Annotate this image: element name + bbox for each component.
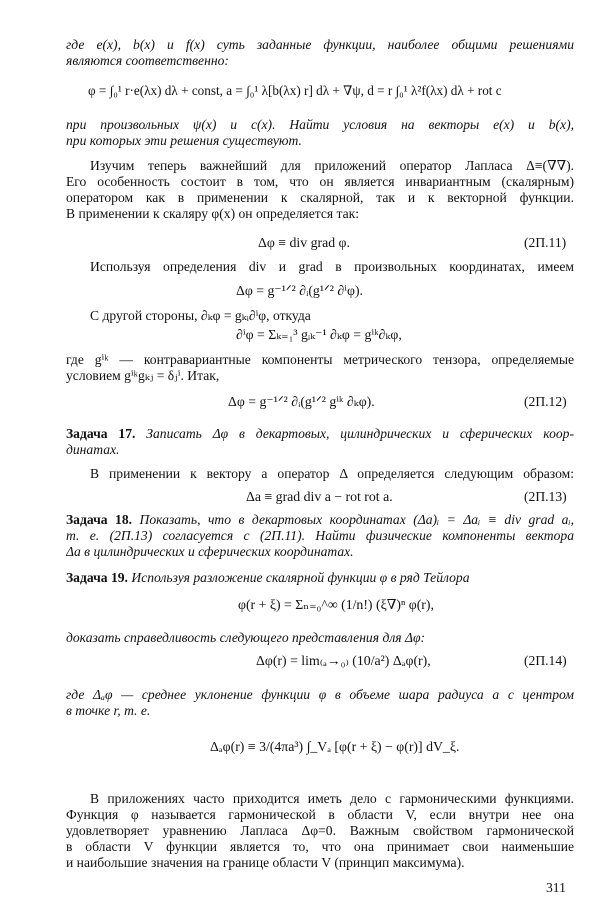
equation-number: (2П.12) (524, 394, 567, 409)
task-label: Задача 18. (66, 512, 133, 527)
text-line: С другой стороны, ∂ₖφ = gₖᵢ∂ⁱφ, откуда (90, 308, 311, 323)
task-text: Записать Δφ в декартовых, цилиндрических и сферических коор- (146, 426, 574, 441)
text-line: где e(x), b(x) и f(x) суть заданные функции, наиболее общими решениями (66, 37, 574, 52)
task-label: Задача 19. (66, 570, 128, 585)
equation: φ = ∫₀¹ r·e(λx) dλ + const, a = ∫₀¹ λ[b(λx) r] dλ + ∇ψ, d = r ∫₀¹ λ²f(λx) dλ + rot c (88, 83, 502, 98)
text-line: доказать справедливость следующего представления для Δφ: (66, 630, 425, 645)
text-line: Изучим теперь важнейший для приложений оператор Лапласа Δ≡(∇∇). (90, 158, 574, 173)
equation: Δφ = g⁻¹ᐟ² ∂ᵢ(g¹ᐟ² gⁱᵏ ∂ₖφ). (228, 394, 375, 409)
text-line: Δa в цилиндрических и сферических координатах. (66, 544, 354, 559)
text-line: где Δₐφ — среднее уклонение функции φ в объеме шара радиуса a с центром (66, 687, 574, 702)
page-number: 311 (546, 880, 566, 895)
equation-number: (2П.13) (524, 489, 567, 504)
task-text: Используя разложение скалярной функции φ в ряд Тейлора (131, 570, 470, 585)
text-line: являются соответственно: (66, 53, 229, 68)
equation: Δφ = g⁻¹ᐟ² ∂ᵢ(g¹ᐟ² ∂ⁱφ). (236, 283, 363, 298)
text-line: динатах. (66, 442, 120, 457)
text-line: В применении к скаляру φ(x) он определяется так: (66, 206, 360, 221)
equation: ∂ⁱφ = Σₖ₌₁³ gᵢₖ⁻¹ ∂ₖφ = gⁱᵏ∂ₖφ, (236, 327, 402, 342)
text-line: Используя определения div и grad в произвольных координатах, имеем (90, 259, 574, 274)
equation: φ(r + ξ) = Σₙ₌₀^∞ (1/n!) (ξ∇)ⁿ φ(r), (238, 597, 434, 612)
task-label: Задача 17. (66, 426, 136, 441)
equation: Δφ(r) = lim₍ₐ→₀₎ (10/a²) Δₐφ(r), (256, 653, 431, 668)
equation: Δa ≡ grad div a − rot rot a. (246, 489, 393, 504)
text-line: при произвольных ψ(x) и c(x). Найти условия на векторы e(x) и b(x), (66, 117, 574, 132)
equation: Δₐφ(r) ≡ 3/(4πa³) ∫_Vₐ [φ(r + ξ) − φ(r)] dV_ξ. (210, 739, 460, 754)
text-line: Его особенность состоит в том, что он является инвариантным (скалярным) (66, 174, 574, 189)
task-17 (66, 426, 574, 442)
text-line: В приложениях часто приходится иметь дело с гармоническими функциями. (90, 791, 574, 806)
text-line: в области V функции является то, что она принимает свои наименьшие (66, 839, 574, 854)
text-line: В применении к вектору a оператор Δ определяется следующим образом: (90, 466, 574, 481)
text-line: где gⁱᵏ — контравариантные компоненты метрического тензора, определяемые (66, 352, 574, 367)
text-line: Функция φ называется гармонической в области V, если внутри нее она (66, 807, 574, 822)
task-text: Показать, что в декартовых координатах (Δa)ᵢ = Δaᵢ ≡ div grad aᵢ, (139, 512, 574, 527)
equation-number: (2П.14) (524, 653, 567, 668)
text-line: удовлетворяет уравнению Лапласа Δφ=0. Важным свойством гармонической (66, 823, 574, 838)
task-18 (66, 512, 574, 528)
equation-number: (2П.11) (524, 235, 567, 250)
text-line: оператором как в применении к скалярной, так и к векторной функции. (66, 190, 574, 205)
text-line: условием gⁱᵏgₖⱼ = δⱼⁱ. Итак, (66, 368, 220, 383)
text-line: в точке r, т. е. (66, 703, 151, 718)
text-line: и наибольшие значения на границе области V (принцип максимума). (66, 855, 465, 870)
text-line: т. е. (2П.13) согласуется с (2П.11). Найти физические компоненты вектора (66, 528, 574, 543)
equation: Δφ ≡ div grad φ. (258, 235, 350, 250)
text-line: при которых эти решения существуют. (66, 133, 302, 148)
task-19 (66, 570, 574, 586)
